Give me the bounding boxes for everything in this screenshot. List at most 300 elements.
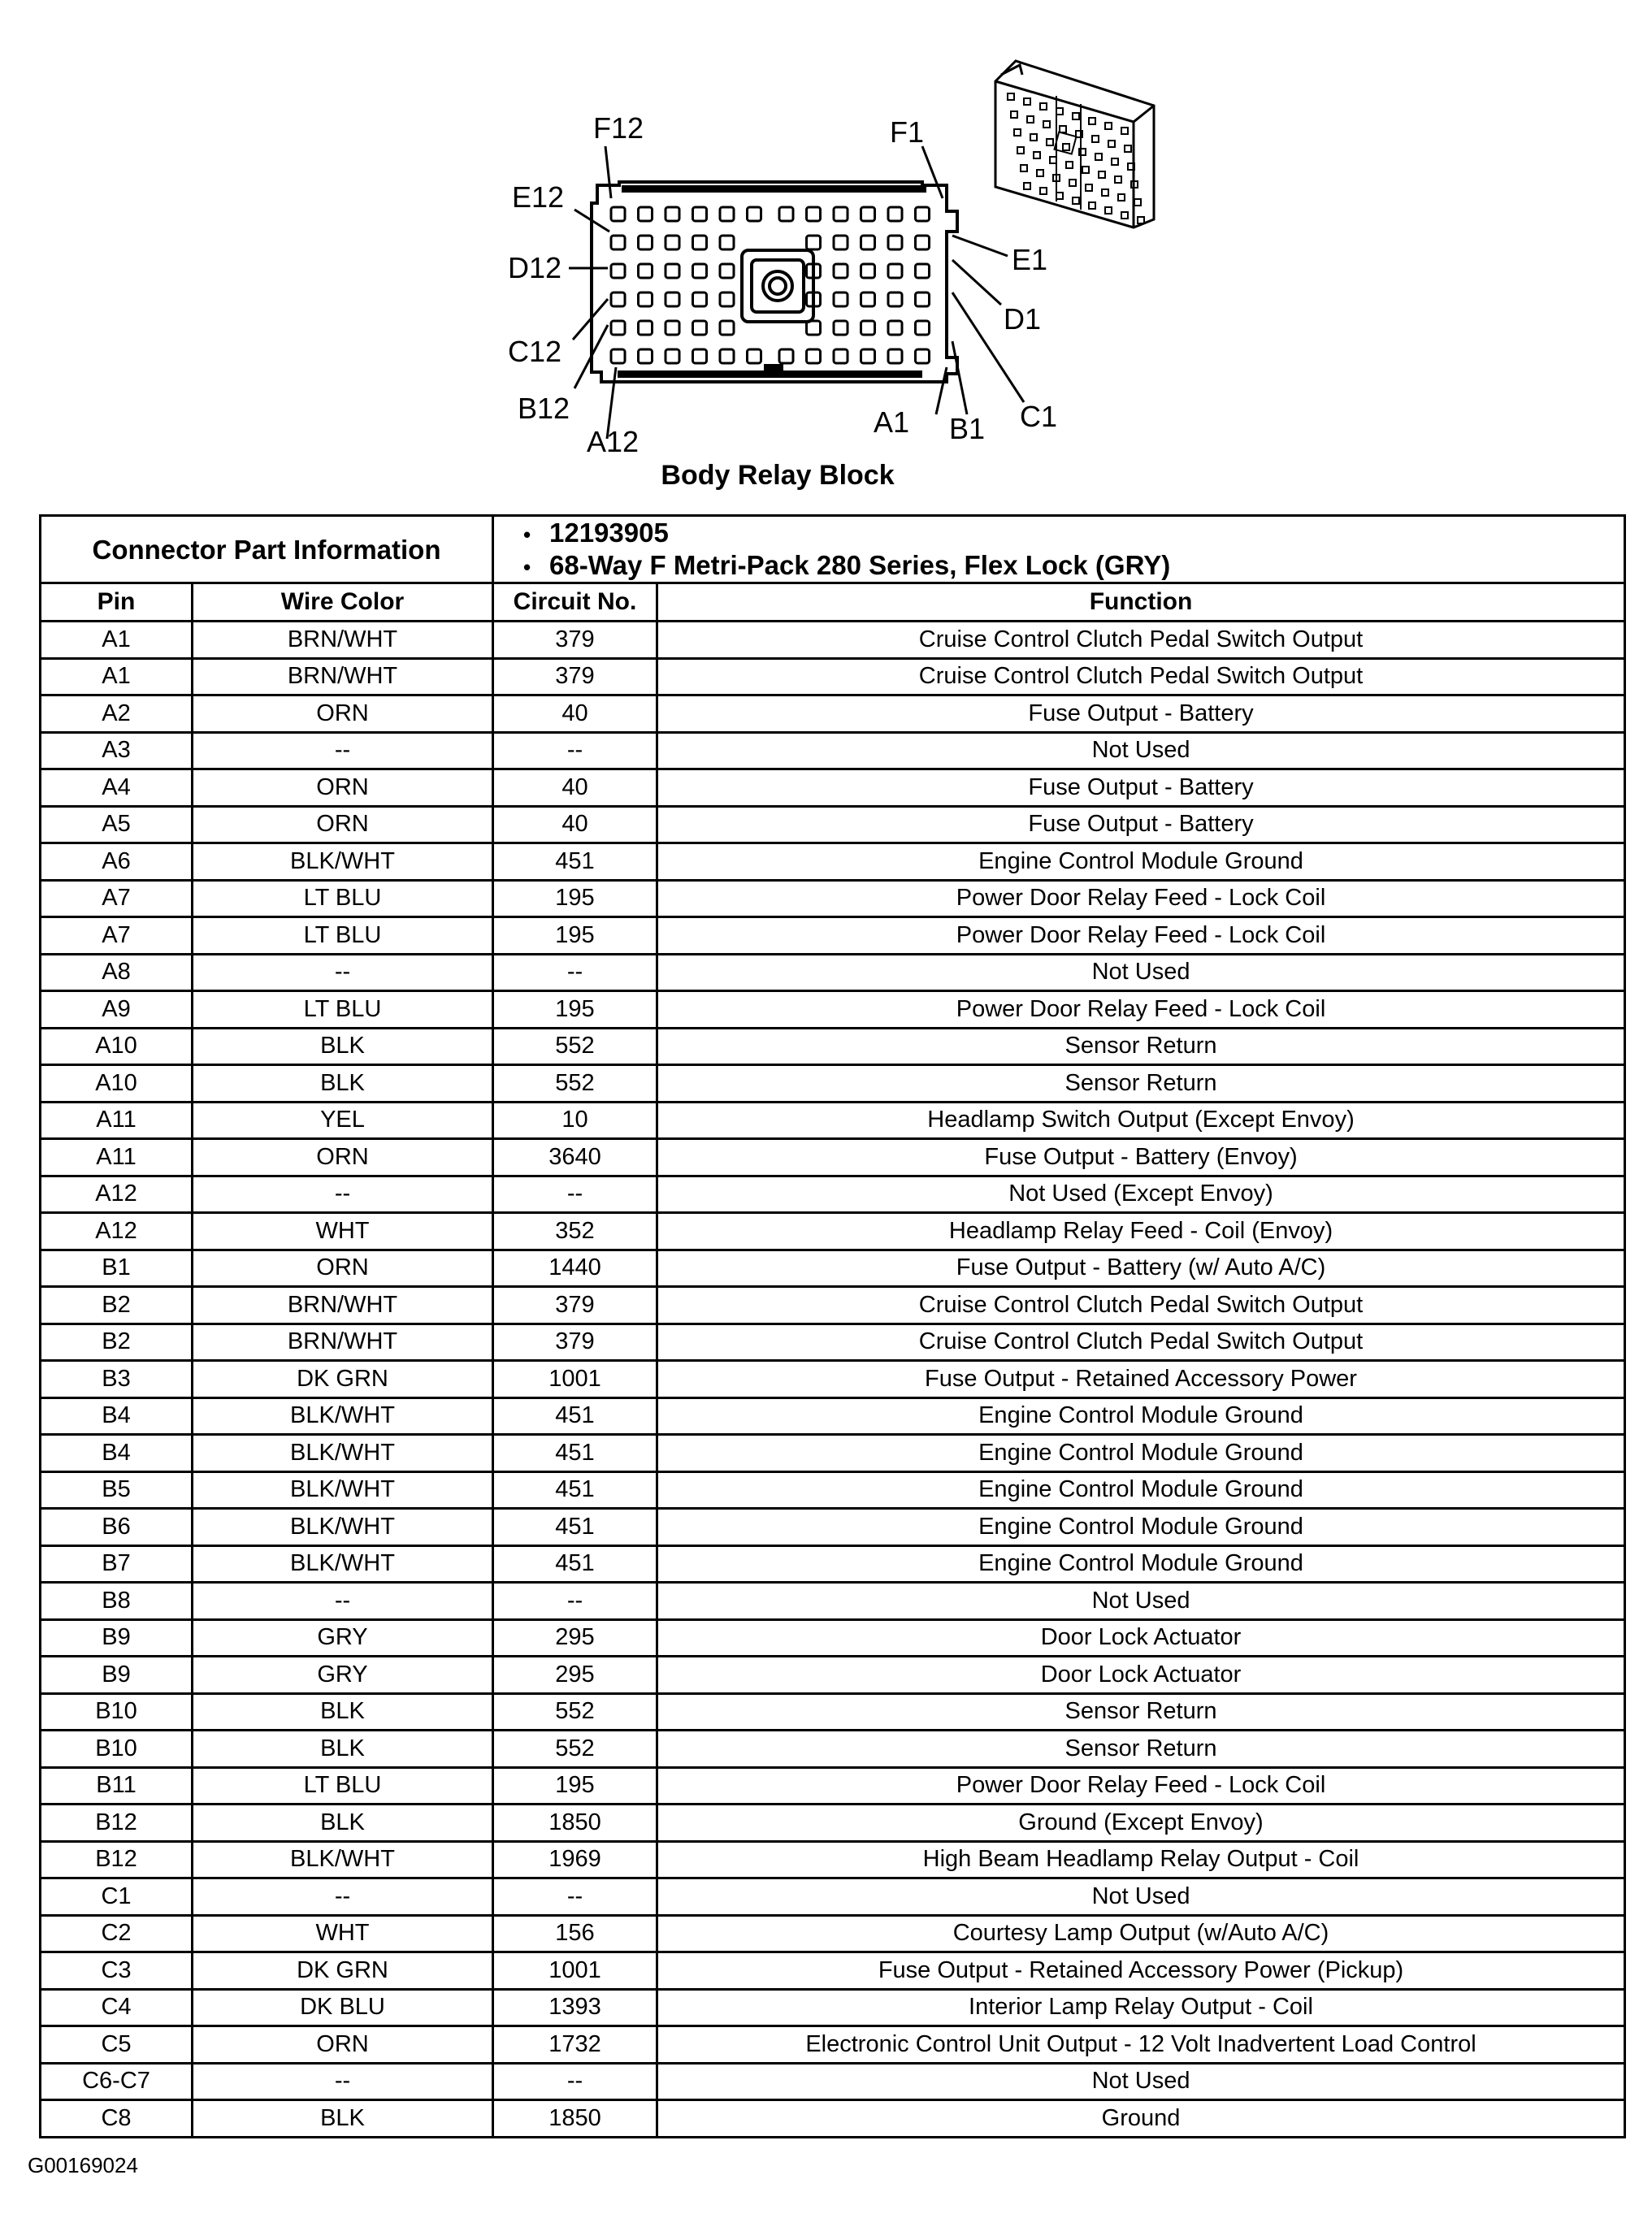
pin-cavity xyxy=(611,264,625,278)
cell-circuit-no: 195 xyxy=(493,991,657,1029)
cell-circuit-no: 1001 xyxy=(493,1361,657,1398)
pin-cavity xyxy=(639,292,653,306)
table-row xyxy=(41,1767,1625,1805)
iso-hole xyxy=(1063,144,1069,150)
pin-cavity xyxy=(888,264,902,278)
cell-circuit-no: 451 xyxy=(493,1435,657,1472)
pin-cavity xyxy=(611,292,625,306)
pin-cavity xyxy=(916,236,930,249)
pin-label-e1: E1 xyxy=(1012,243,1048,276)
cell-pin: B12 xyxy=(41,1841,193,1878)
figure-id: G00169024 xyxy=(28,2153,138,2177)
iso-hole xyxy=(1092,136,1099,142)
pin-label-c12: C12 xyxy=(508,335,562,368)
table-row xyxy=(41,1509,1625,1546)
cell-circuit-no: 451 xyxy=(493,843,657,881)
cell-wire-color: BRN/WHT xyxy=(193,1324,493,1361)
pin-cavity xyxy=(861,321,875,335)
pin-cavity xyxy=(834,321,848,335)
cell-pin: B2 xyxy=(41,1324,193,1361)
iso-hole xyxy=(1121,212,1128,219)
table-row xyxy=(41,1952,1625,1990)
pin-cavity xyxy=(779,349,793,363)
table-row xyxy=(41,1471,1625,1509)
table-row xyxy=(41,1583,1625,1620)
table-row xyxy=(41,1805,1625,1842)
table-row xyxy=(41,1213,1625,1250)
pin-cavity xyxy=(916,207,930,221)
cell-wire-color: DK GRN xyxy=(193,1361,493,1398)
table-row xyxy=(41,1435,1625,1472)
cell-circuit-no: 379 xyxy=(493,1324,657,1361)
cell-circuit-no: 195 xyxy=(493,880,657,917)
cell-circuit-no: 1850 xyxy=(493,1805,657,1842)
cell-pin: A11 xyxy=(41,1102,193,1139)
pin-cavity xyxy=(888,321,902,335)
iso-hole xyxy=(1024,98,1030,105)
cell-pin: A7 xyxy=(41,917,193,955)
pin-cavity xyxy=(666,321,679,335)
cell-wire-color: ORN xyxy=(193,2026,493,2064)
cell-pin: A2 xyxy=(41,695,193,733)
iso-hole xyxy=(1069,180,1076,186)
table-row xyxy=(41,880,1625,917)
pin-cavity xyxy=(888,236,902,249)
pin-cavity xyxy=(639,264,653,278)
cell-circuit-no: 379 xyxy=(493,622,657,659)
iso-hole xyxy=(1105,207,1112,214)
cell-circuit-no: -- xyxy=(493,1176,657,1213)
pin-cavity xyxy=(888,207,902,221)
cell-function: Not Used xyxy=(657,954,1625,991)
cell-function: Electronic Control Unit Output - 12 Volt Inadvertent Load Control xyxy=(657,2026,1625,2064)
iso-hole xyxy=(1095,154,1102,160)
cell-pin: A10 xyxy=(41,1065,193,1103)
part-description: • 68-Way F Metri-Pack 280 Series, Flex Lock (GRY) xyxy=(549,549,1624,582)
iso-hole xyxy=(1050,157,1056,163)
cell-pin: C8 xyxy=(41,2100,193,2138)
pin-cavity xyxy=(611,236,625,249)
table-row xyxy=(41,695,1625,733)
pin-cavity xyxy=(861,349,875,363)
pin-cavity xyxy=(834,264,848,278)
cell-wire-color: BLK xyxy=(193,1805,493,1842)
cell-wire-color: GRY xyxy=(193,1619,493,1657)
center-boss xyxy=(742,250,813,322)
cell-pin: C6-C7 xyxy=(41,2063,193,2100)
pin-cavity xyxy=(639,349,653,363)
cell-pin: B10 xyxy=(41,1693,193,1731)
cell-function: Engine Control Module Ground xyxy=(657,1509,1625,1546)
cell-function: Interior Lamp Relay Output - Coil xyxy=(657,1989,1625,2026)
cell-circuit-no: 451 xyxy=(493,1509,657,1546)
cell-function: Ground xyxy=(657,2100,1625,2138)
col-header-pin: Pin xyxy=(41,583,193,622)
cell-pin: B1 xyxy=(41,1250,193,1287)
pin-label-f12: F12 xyxy=(593,111,644,145)
iso-hole xyxy=(1112,158,1118,165)
cell-pin: A12 xyxy=(41,1213,193,1250)
pin-cavity xyxy=(861,207,875,221)
pin-cavity xyxy=(861,292,875,306)
cell-wire-color: ORN xyxy=(193,1139,493,1176)
pin-cavity xyxy=(834,207,848,221)
cell-circuit-no: 1001 xyxy=(493,1952,657,1990)
pin-cavity xyxy=(720,349,734,363)
pin-cavity xyxy=(861,264,875,278)
cell-pin: C4 xyxy=(41,1989,193,2026)
pin-label-c1: C1 xyxy=(1020,400,1058,433)
pin-cavity xyxy=(916,292,930,306)
pin-cavity xyxy=(748,207,761,221)
pin-cavity xyxy=(861,236,875,249)
table-row xyxy=(41,1397,1625,1435)
cell-wire-color: ORN xyxy=(193,695,493,733)
cell-function: Fuse Output - Battery (Envoy) xyxy=(657,1139,1625,1176)
cell-wire-color: BLK/WHT xyxy=(193,1509,493,1546)
pin-cavity xyxy=(807,236,821,249)
cell-function: Cruise Control Clutch Pedal Switch Output xyxy=(657,1324,1625,1361)
cell-circuit-no: 10 xyxy=(493,1102,657,1139)
iso-hole xyxy=(1082,167,1089,173)
pin-cavity xyxy=(888,349,902,363)
top-latch-bar xyxy=(622,185,926,193)
pin-cavity xyxy=(611,207,625,221)
pin-cavity xyxy=(639,321,653,335)
pin-cavity xyxy=(666,349,679,363)
pin-cavity xyxy=(693,349,707,363)
cell-function: Engine Control Module Ground xyxy=(657,1545,1625,1583)
cell-function: Door Lock Actuator xyxy=(657,1619,1625,1657)
table-row xyxy=(41,769,1625,807)
table-row xyxy=(41,2100,1625,2138)
table-row xyxy=(41,1915,1625,1952)
pin-label-d1: D1 xyxy=(1004,302,1042,336)
iso-hole xyxy=(1066,162,1073,168)
cell-pin: B12 xyxy=(41,1805,193,1842)
cell-wire-color: ORN xyxy=(193,1250,493,1287)
iso-hole xyxy=(1073,197,1079,204)
cell-pin: A1 xyxy=(41,658,193,695)
cell-circuit-no: 295 xyxy=(493,1619,657,1657)
iso-hole xyxy=(1115,176,1121,183)
cell-circuit-no: -- xyxy=(493,954,657,991)
cell-pin: A5 xyxy=(41,806,193,843)
cell-pin: A6 xyxy=(41,843,193,881)
cell-function: Not Used xyxy=(657,2063,1625,2100)
cell-pin: B3 xyxy=(41,1361,193,1398)
cell-wire-color: ORN xyxy=(193,769,493,807)
pin-cavity xyxy=(666,292,679,306)
cell-pin: C2 xyxy=(41,1915,193,1952)
table-row xyxy=(41,2026,1625,2064)
cell-pin: C3 xyxy=(41,1952,193,1990)
pin-cavity xyxy=(807,207,821,221)
iso-hole xyxy=(1089,118,1095,124)
iso-hole xyxy=(1017,147,1024,154)
iso-hole xyxy=(1099,171,1105,178)
pin-label-d12: D12 xyxy=(508,251,562,284)
table-row xyxy=(41,1176,1625,1213)
cell-function: Not Used (Except Envoy) xyxy=(657,1176,1625,1213)
pin-cavity xyxy=(834,292,848,306)
cell-wire-color: BLK xyxy=(193,1731,493,1768)
iso-hole xyxy=(1040,103,1047,110)
cell-pin: A3 xyxy=(41,732,193,769)
cell-circuit-no: -- xyxy=(493,2063,657,2100)
cell-pin: B4 xyxy=(41,1397,193,1435)
table-row xyxy=(41,1324,1625,1361)
pin-cavity xyxy=(916,349,930,363)
cell-wire-color: BLK/WHT xyxy=(193,1471,493,1509)
cell-wire-color: BRN/WHT xyxy=(193,658,493,695)
cell-function: Fuse Output - Battery xyxy=(657,769,1625,807)
cell-pin: A8 xyxy=(41,954,193,991)
table-row xyxy=(41,1361,1625,1398)
pin-cavity xyxy=(693,321,707,335)
pin-label-e12: E12 xyxy=(512,180,565,214)
cell-function: Fuse Output - Battery (w/ Auto A/C) xyxy=(657,1250,1625,1287)
part-number: • 12193905 xyxy=(549,517,1624,549)
cell-wire-color: -- xyxy=(193,1583,493,1620)
table-row xyxy=(41,732,1625,769)
pin-cavity xyxy=(611,321,625,335)
cell-wire-color: BLK/WHT xyxy=(193,1841,493,1878)
iso-hole xyxy=(1011,111,1017,118)
cell-pin: A10 xyxy=(41,1028,193,1065)
cell-wire-color: -- xyxy=(193,1878,493,1916)
iso-hole xyxy=(1102,189,1108,196)
iso-hole xyxy=(1037,170,1043,176)
column-header-row xyxy=(41,583,1625,622)
cell-circuit-no: 40 xyxy=(493,695,657,733)
table-row xyxy=(41,1989,1625,2026)
table-row xyxy=(41,917,1625,955)
cell-wire-color: -- xyxy=(193,1176,493,1213)
cell-pin: A4 xyxy=(41,769,193,807)
connector-part-info-values xyxy=(493,516,1625,583)
iso-hole xyxy=(1008,93,1014,100)
cell-wire-color: LT BLU xyxy=(193,1767,493,1805)
cell-function: Fuse Output - Battery xyxy=(657,806,1625,843)
cell-pin: B9 xyxy=(41,1657,193,1694)
cell-circuit-no: 40 xyxy=(493,769,657,807)
cell-wire-color: BLK xyxy=(193,1065,493,1103)
pin-cavity xyxy=(666,264,679,278)
cell-circuit-no: 195 xyxy=(493,1767,657,1805)
cell-circuit-no: 1440 xyxy=(493,1250,657,1287)
cell-wire-color: BLK/WHT xyxy=(193,1435,493,1472)
pin-cavity xyxy=(666,236,679,249)
cell-pin: A9 xyxy=(41,991,193,1029)
table-row xyxy=(41,1841,1625,1878)
cell-function: Cruise Control Clutch Pedal Switch Output xyxy=(657,622,1625,659)
table-row xyxy=(41,2063,1625,2100)
iso-hole xyxy=(1034,152,1040,158)
cell-pin: A11 xyxy=(41,1139,193,1176)
cell-circuit-no: 195 xyxy=(493,917,657,955)
cell-function: Sensor Return xyxy=(657,1693,1625,1731)
iso-hole xyxy=(1108,141,1115,147)
cell-circuit-no: 552 xyxy=(493,1731,657,1768)
cell-pin: B6 xyxy=(41,1509,193,1546)
table-row xyxy=(41,1731,1625,1768)
cell-function: Engine Control Module Ground xyxy=(657,1397,1625,1435)
cell-wire-color: BLK/WHT xyxy=(193,843,493,881)
cell-function: Sensor Return xyxy=(657,1028,1625,1065)
cell-wire-color: -- xyxy=(193,954,493,991)
cell-function: Power Door Relay Feed - Lock Coil xyxy=(657,880,1625,917)
cell-circuit-no: 451 xyxy=(493,1471,657,1509)
cell-circuit-no: 352 xyxy=(493,1213,657,1250)
table-row xyxy=(41,622,1625,659)
cell-circuit-no: -- xyxy=(493,1878,657,1916)
iso-hole xyxy=(1030,134,1037,141)
pin-cavity xyxy=(807,349,821,363)
pin-label-a1: A1 xyxy=(874,405,910,439)
pin-cavity xyxy=(666,207,679,221)
cell-pin: B9 xyxy=(41,1619,193,1657)
cell-circuit-no: 552 xyxy=(493,1028,657,1065)
cell-function: Sensor Return xyxy=(657,1731,1625,1768)
iso-hole xyxy=(1043,121,1050,128)
table-row xyxy=(41,1139,1625,1176)
table-row xyxy=(41,1878,1625,1916)
cell-function: High Beam Headlamp Relay Output - Coil xyxy=(657,1841,1625,1878)
cell-wire-color: DK BLU xyxy=(193,1989,493,2026)
diagram-caption: Body Relay Block xyxy=(661,460,895,491)
table-row xyxy=(41,1250,1625,1287)
cell-wire-color: BRN/WHT xyxy=(193,622,493,659)
cell-wire-color: BRN/WHT xyxy=(193,1287,493,1324)
table-row xyxy=(41,1619,1625,1657)
pin-cavity xyxy=(916,321,930,335)
cell-circuit-no: 552 xyxy=(493,1065,657,1103)
cell-wire-color: BLK/WHT xyxy=(193,1397,493,1435)
pin-cavity xyxy=(916,264,930,278)
iso-hole xyxy=(1118,194,1125,201)
pin-cavity xyxy=(693,264,707,278)
table-row xyxy=(41,1657,1625,1694)
cell-pin: B2 xyxy=(41,1287,193,1324)
pin-cavity xyxy=(720,292,734,306)
pin-cavity xyxy=(834,236,848,249)
pin-label-b12: B12 xyxy=(518,392,570,425)
cell-pin: B10 xyxy=(41,1731,193,1768)
iso-hole xyxy=(1121,128,1128,134)
connector-part-info-row xyxy=(41,516,1625,583)
cell-circuit-no: -- xyxy=(493,1583,657,1620)
iso-hole xyxy=(1105,123,1112,129)
cell-wire-color: -- xyxy=(193,2063,493,2100)
iso-hole xyxy=(1134,199,1141,206)
cell-wire-color: WHT xyxy=(193,1915,493,1952)
cell-function: Courtesy Lamp Output (w/Auto A/C) xyxy=(657,1915,1625,1952)
pin-cavity xyxy=(720,264,734,278)
cell-circuit-no: 156 xyxy=(493,1915,657,1952)
connector-diagram xyxy=(0,0,1652,504)
iso-hole xyxy=(1040,188,1047,194)
pin-cavity xyxy=(693,207,707,221)
pin-cavity xyxy=(720,236,734,249)
cell-function: Not Used xyxy=(657,1878,1625,1916)
cell-function: Power Door Relay Feed - Lock Coil xyxy=(657,1767,1625,1805)
cell-wire-color: WHT xyxy=(193,1213,493,1250)
cell-circuit-no: 552 xyxy=(493,1693,657,1731)
cell-pin: B5 xyxy=(41,1471,193,1509)
pin-cavity xyxy=(720,321,734,335)
cell-wire-color: BLK xyxy=(193,1028,493,1065)
cell-function: Engine Control Module Ground xyxy=(657,1435,1625,1472)
pin-cavity xyxy=(639,207,653,221)
iso-hole xyxy=(1125,145,1131,152)
cell-wire-color: LT BLU xyxy=(193,991,493,1029)
table-row xyxy=(41,806,1625,843)
table-row xyxy=(41,843,1625,881)
cell-circuit-no: 1393 xyxy=(493,1989,657,2026)
pin-label-a12: A12 xyxy=(587,425,640,458)
cell-pin: B11 xyxy=(41,1767,193,1805)
iso-hole xyxy=(1027,116,1034,123)
cell-function: Fuse Output - Retained Accessory Power xyxy=(657,1361,1625,1398)
col-header-circuit-no: Circuit No. xyxy=(493,583,657,622)
cell-circuit-no: 295 xyxy=(493,1657,657,1694)
iso-hole xyxy=(1024,183,1030,189)
cell-function: Headlamp Relay Feed - Coil (Envoy) xyxy=(657,1213,1625,1250)
iso-hole xyxy=(1021,165,1027,171)
cell-wire-color: ORN xyxy=(193,806,493,843)
cell-circuit-no: 379 xyxy=(493,658,657,695)
cell-wire-color: BLK/WHT xyxy=(193,1545,493,1583)
cell-function: Fuse Output - Battery xyxy=(657,695,1625,733)
cell-circuit-no: 451 xyxy=(493,1397,657,1435)
table-row xyxy=(41,954,1625,991)
cell-circuit-no: 1969 xyxy=(493,1841,657,1878)
iso-hole xyxy=(1073,113,1079,119)
cell-circuit-no: 3640 xyxy=(493,1139,657,1176)
pin-cavity xyxy=(834,349,848,363)
iso-hole xyxy=(1056,108,1063,115)
pin-cavity xyxy=(639,236,653,249)
cell-function: Fuse Output - Retained Accessory Power (Pickup) xyxy=(657,1952,1625,1990)
cell-wire-color: LT BLU xyxy=(193,880,493,917)
cell-pin: A1 xyxy=(41,622,193,659)
iso-hole xyxy=(1014,129,1021,136)
connector-isometric-icon xyxy=(995,61,1154,227)
cell-pin: A7 xyxy=(41,880,193,917)
cell-pin: C1 xyxy=(41,1878,193,1916)
table-row xyxy=(41,1545,1625,1583)
cell-circuit-no: -- xyxy=(493,732,657,769)
pin-label-f1: F1 xyxy=(890,115,925,149)
pinout-rows xyxy=(41,622,1625,2138)
iso-hole xyxy=(1060,126,1066,132)
cell-function: Sensor Return xyxy=(657,1065,1625,1103)
table-row xyxy=(41,1065,1625,1103)
cell-circuit-no: 40 xyxy=(493,806,657,843)
cell-circuit-no: 451 xyxy=(493,1545,657,1583)
iso-hole xyxy=(1047,139,1053,145)
table-row xyxy=(41,1102,1625,1139)
cell-function: Not Used xyxy=(657,1583,1625,1620)
cell-wire-color: LT BLU xyxy=(193,917,493,955)
table-row xyxy=(41,1287,1625,1324)
cell-wire-color: BLK xyxy=(193,1693,493,1731)
pin-cavity xyxy=(693,292,707,306)
pin-cavity xyxy=(748,349,761,363)
cell-pin: B7 xyxy=(41,1545,193,1583)
cell-pin: C5 xyxy=(41,2026,193,2064)
